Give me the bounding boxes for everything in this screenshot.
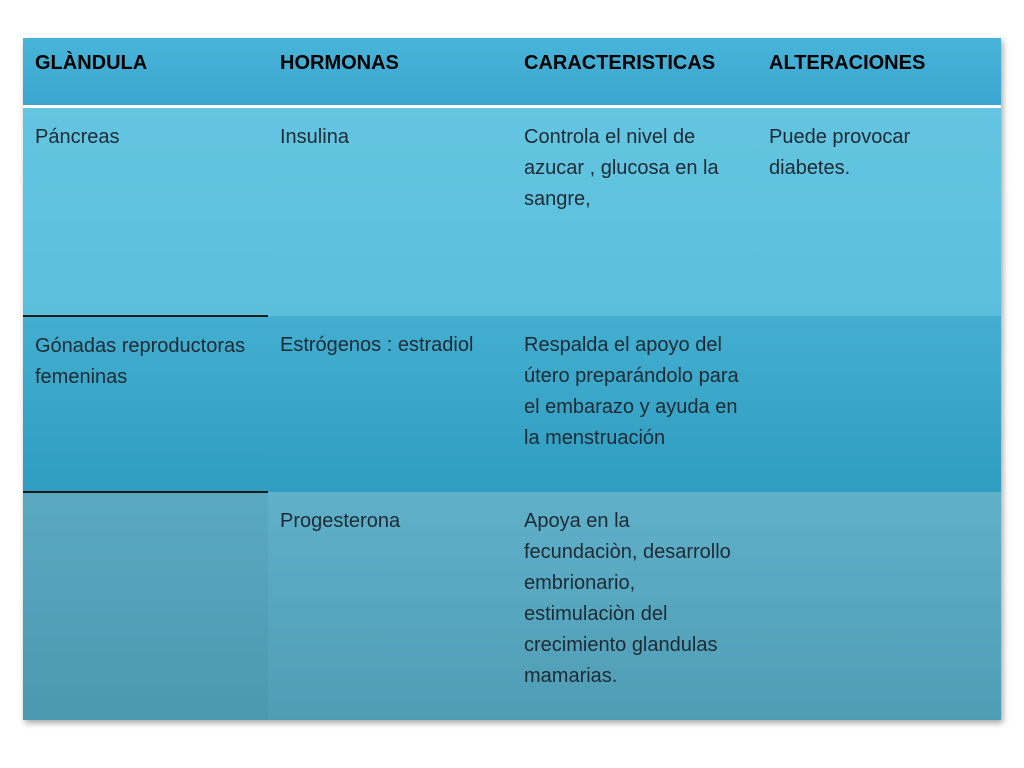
cell-alteraciones-text: Puede provocar diabetes.	[769, 125, 911, 179]
header-caracteristicas-label: CARACTERISTICAS	[524, 52, 716, 74]
header-glandula-label: GLÀNDULA	[35, 52, 148, 74]
header-alteraciones-label: ALTERACIONES	[769, 52, 926, 74]
hormone-table-container	[23, 38, 1001, 720]
cell-glandula	[23, 106, 268, 316]
table-row	[23, 106, 1001, 316]
cell-hormonas	[268, 316, 512, 492]
header-hormonas	[268, 38, 512, 106]
table-header-row	[23, 38, 1001, 106]
table-row	[23, 492, 1001, 720]
cell-glandula-text: Páncreas	[35, 125, 120, 148]
cell-alteraciones	[757, 316, 1001, 492]
cell-caracteristicas	[512, 316, 757, 492]
cell-hormonas-text: Estrógenos : estradiol	[280, 334, 474, 356]
cell-hormonas	[268, 492, 512, 720]
cell-caracteristicas	[512, 106, 757, 316]
cell-caracteristicas	[512, 492, 757, 720]
cell-glandula	[23, 316, 268, 492]
header-hormonas-label: HORMONAS	[280, 52, 399, 74]
cell-hormonas-text: Progesterona	[280, 510, 401, 532]
cell-hormonas	[268, 106, 512, 316]
cell-glandula-text: Gónadas reproductoras femeninas	[35, 335, 246, 388]
cell-alteraciones	[757, 492, 1001, 720]
header-caracteristicas	[512, 38, 757, 106]
cell-glandula	[23, 492, 268, 720]
header-glandula	[23, 38, 268, 106]
table-row	[23, 316, 1001, 492]
cell-hormonas-text: Insulina	[280, 125, 349, 148]
header-alteraciones	[757, 38, 1001, 106]
cell-caracteristicas-text: Apoya en la fecundaciòn, desarrollo embrionario, estimulaciòn del crecimiento glandulas mamarias.	[524, 510, 731, 687]
cell-alteraciones	[757, 106, 1001, 316]
cell-caracteristicas-text: Respalda el apoyo del útero preparándolo para el embarazo y ayuda en la menstruación	[524, 334, 739, 449]
hormone-table	[23, 38, 1001, 720]
cell-caracteristicas-text: Controla el nivel de azucar , glucosa en la sangre,	[524, 125, 719, 210]
